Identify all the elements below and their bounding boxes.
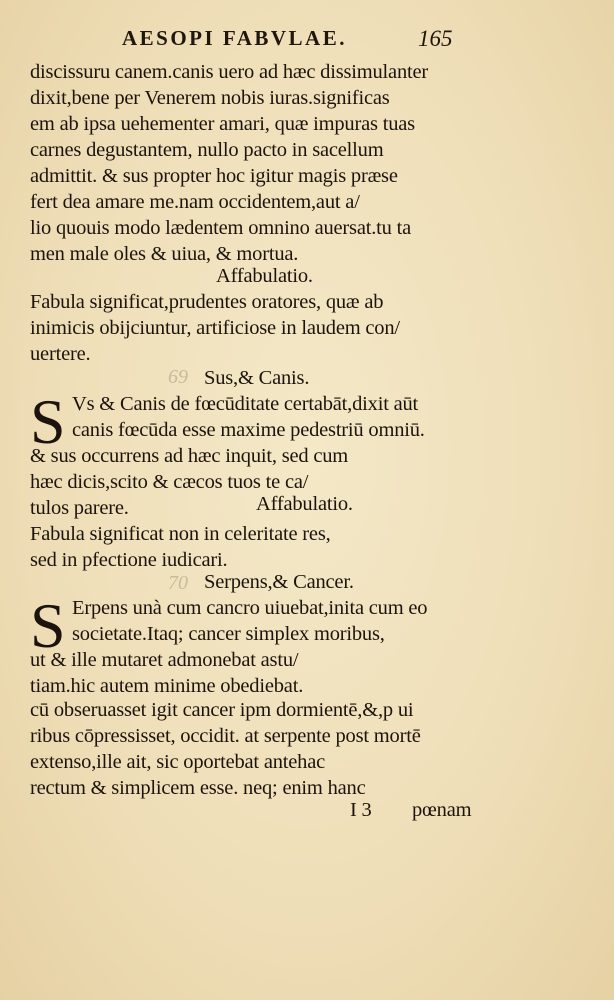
text-line: discissuru canem.canis uero ad hæc dissimulanter bbox=[30, 61, 429, 83]
moral-line: sed in pfectione iudicari. bbox=[30, 549, 228, 571]
text-line: em ab ipsa uehementer amari, quæ impuras tuas bbox=[30, 113, 415, 135]
page-number: 165 bbox=[418, 26, 453, 51]
moral-heading: Affabulatio. bbox=[256, 493, 353, 515]
page-footer bbox=[0, 794, 614, 824]
fable-title: Serpens,& Cancer. bbox=[204, 571, 354, 593]
moral-line: Fabula significat,prudentes oratores, quæ ab bbox=[30, 291, 384, 313]
fable-line: Erpens unà cum cancro uiuebat,inita cum eo bbox=[72, 597, 428, 619]
moral-line: Fabula significat non in celeritate res, bbox=[30, 523, 331, 545]
fable-line: ut & ille mutaret admonebat astu/ bbox=[30, 649, 299, 671]
fable-line: societate.Itaq; cancer simplex moribus, bbox=[72, 623, 385, 645]
marginal-fable-number: 70 bbox=[168, 572, 188, 594]
fable-line: cū obseruasset igit cancer ipm dormientē,&,p ui bbox=[30, 699, 414, 721]
text-line: dixit,bene per Venerem nobis iuras.significas bbox=[30, 87, 390, 109]
fable-line: rectum & simplicem esse. neq; enim hanc bbox=[30, 777, 366, 799]
marginal-fable-number: 69 bbox=[168, 366, 188, 388]
signature-mark: I 3 bbox=[350, 799, 372, 821]
text-line: carnes degustantem, nullo pacto in sacellum bbox=[30, 139, 384, 161]
fable-line: hæc dicis,scito & cæcos tuos te ca/ bbox=[30, 471, 309, 493]
moral-line: inimicis obijciuntur, artificiose in laudem con/ bbox=[30, 317, 400, 339]
fable-line: ribus cōpressisset, occidit. at serpente post mortē bbox=[30, 725, 421, 747]
fable-line: & sus occurrens ad hæc inquit, sed cum bbox=[30, 445, 349, 467]
moral-heading: Affabulatio. bbox=[216, 265, 313, 287]
fable-line: tiam.hic autem minime obediebat. bbox=[30, 675, 304, 697]
fable-line: tulos parere. bbox=[30, 497, 129, 519]
page-header bbox=[0, 22, 614, 54]
text-line: fert dea amare me.nam occidentem,aut a/ bbox=[30, 191, 360, 213]
text-line: men male oles & uiua, & mortua. bbox=[30, 243, 299, 265]
fable-line: Vs & Canis de fœcūditate certabāt,dixit aūt bbox=[72, 393, 419, 415]
moral-line: uertere. bbox=[30, 343, 91, 365]
fable-line: canis fœcūda esse maxime pedestriū omniū. bbox=[72, 419, 425, 441]
catchword: pœnam bbox=[412, 799, 472, 821]
fable-title: Sus,& Canis. bbox=[204, 367, 310, 389]
text-line: admittit. & sus propter hoc igitur magis præse bbox=[30, 165, 398, 187]
drop-cap: S bbox=[30, 590, 66, 661]
drop-cap: S bbox=[30, 386, 66, 457]
fable-line: extenso,ille ait, sic oportebat antehac bbox=[30, 751, 326, 773]
text-line: lio quouis modo lædentem omnino auersat.tu ta bbox=[30, 217, 412, 239]
running-title: AESOPI FABVLAE. bbox=[122, 26, 347, 50]
